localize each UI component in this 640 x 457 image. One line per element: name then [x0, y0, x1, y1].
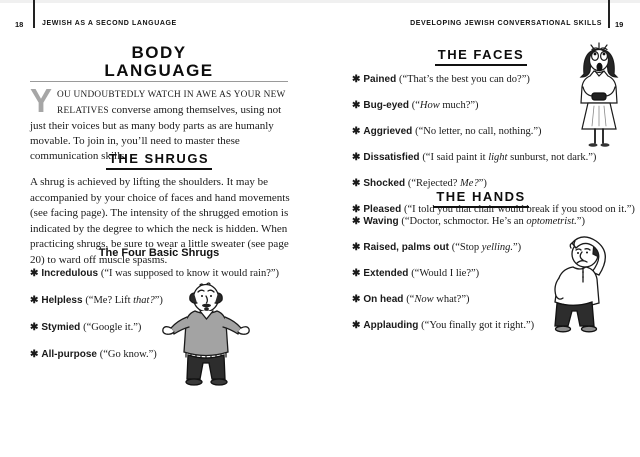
section-heading-hands: THE HANDS — [433, 190, 528, 208]
asterisk-bullet-icon: ✱ — [352, 100, 361, 111]
hand-on-head-man-illustration — [531, 230, 623, 336]
asterisk-bullet-icon: ✱ — [30, 322, 39, 333]
list-item-quote: (“I was supposed to know it would rain?”) — [100, 268, 280, 279]
chapter-title — [30, 44, 288, 80]
list-item-term: Extended — [363, 268, 412, 279]
page-number-right: 19 — [615, 20, 624, 29]
list-item-term: Aggrieved — [363, 126, 416, 137]
list-item-quote: (“Go know.”) — [99, 349, 157, 360]
list-item-term: All-purpose — [41, 349, 100, 360]
header-rule-right — [608, 0, 610, 28]
shocked-woman-illustration — [567, 40, 631, 160]
list-item-quote: (“Google it.”) — [83, 322, 142, 333]
list-item-quote: (“I told you that chair would break if you stood on it.”) — [403, 204, 635, 215]
list-item-quote: (“Doctor, schmoctor. He’s an optometrist.”) — [401, 216, 585, 227]
asterisk-bullet-icon: ✱ — [352, 204, 361, 215]
asterisk-bullet-icon: ✱ — [30, 268, 39, 279]
list-item-term: Shocked — [363, 178, 408, 189]
list-item-quote: (“That’s the best you can do?”) — [398, 74, 530, 85]
asterisk-bullet-icon: ✱ — [352, 74, 361, 85]
list-item-term: Pleased — [363, 204, 404, 215]
asterisk-bullet-icon: ✱ — [352, 126, 361, 137]
shrugging-man-illustration — [157, 279, 255, 389]
list-item-quote: (“Now what?”) — [406, 294, 470, 305]
list-item-term: Waving — [363, 216, 402, 227]
list-item-quote: (“Stop yelling.”) — [451, 242, 522, 253]
list-item-term: Pained — [363, 74, 399, 85]
chapter-title-line2: LANGUAGE — [104, 61, 214, 80]
asterisk-bullet-icon: ✱ — [30, 295, 39, 306]
page-19 — [320, 0, 640, 457]
asterisk-bullet-icon: ✱ — [352, 178, 361, 189]
shrugs-paragraph: A shrug is achieved by lifting the shoulders. It may be accompanied by your choice of faces and hand movements (see facing page). The intensity of the shrugged emotion is indicated by the degree to which the neck is hidden. When practicing shrugs, be sure to wear a little sweater (see page 20) to ward off muscle spasms. — [30, 176, 290, 266]
running-head-left: JEWISH AS A SECOND LANGUAGE — [42, 20, 177, 27]
page-number-left: 18 — [15, 20, 24, 29]
running-head-right: DEVELOPING JEWISH CONVERSATIONAL SKILLS — [410, 20, 602, 27]
list-item-quote: (“Rejected? Me?”) — [407, 178, 487, 189]
intro-lead: OU UNDOUBTEDLY WATCH IN AWE AS YOUR NEW RELATIVES — [57, 90, 286, 116]
list-item-quote: (“No letter, no call, nothing.”) — [415, 126, 542, 137]
list-item-term: Incredulous — [41, 268, 101, 279]
subheading-four-basic-shrugs: The Four Basic Shrugs — [98, 247, 220, 259]
section-heading-faces: THE FACES — [435, 48, 527, 66]
asterisk-bullet-icon: ✱ — [352, 242, 361, 253]
list-item-term: On head — [363, 294, 407, 305]
list-item-quote: (“You finally got it right.”) — [421, 320, 535, 331]
list-item-term: Dissatisfied — [363, 152, 423, 163]
chapter-title-line1: BODY — [131, 43, 187, 62]
asterisk-bullet-icon: ✱ — [352, 268, 361, 279]
list-item-quote: (“I said paint it light sunburst, not dark.”) — [422, 152, 597, 163]
asterisk-bullet-icon: ✱ — [352, 152, 361, 163]
list-item — [352, 211, 620, 229]
section-heading-shrugs: THE SHRUGS — [106, 152, 212, 170]
list-item-quote: (“Would I lie?”) — [411, 268, 480, 279]
list-item-term: Helpless — [41, 295, 86, 306]
list-item-term: Bug-eyed — [363, 100, 412, 111]
list-item-term: Raised, palms out — [363, 242, 452, 253]
asterisk-bullet-icon: ✱ — [352, 294, 361, 305]
asterisk-bullet-icon: ✱ — [352, 216, 361, 227]
drop-cap: Y — [30, 82, 53, 119]
list-item-term: Applauding — [363, 320, 422, 331]
header-rule-left — [33, 0, 35, 28]
asterisk-bullet-icon: ✱ — [30, 349, 39, 360]
list-item-quote: (“How much?”) — [411, 100, 479, 111]
asterisk-bullet-icon: ✱ — [352, 320, 361, 331]
intro-rest: converse among themselves, using not just their voices but as many body parts as are humanly movable. To join in, you’ll need to master these communication skills. — [30, 104, 282, 162]
list-item-quote: (“Me? Lift that?”) — [85, 295, 163, 306]
title-rule — [30, 81, 288, 82]
list-item-term: Stymied — [41, 322, 84, 333]
